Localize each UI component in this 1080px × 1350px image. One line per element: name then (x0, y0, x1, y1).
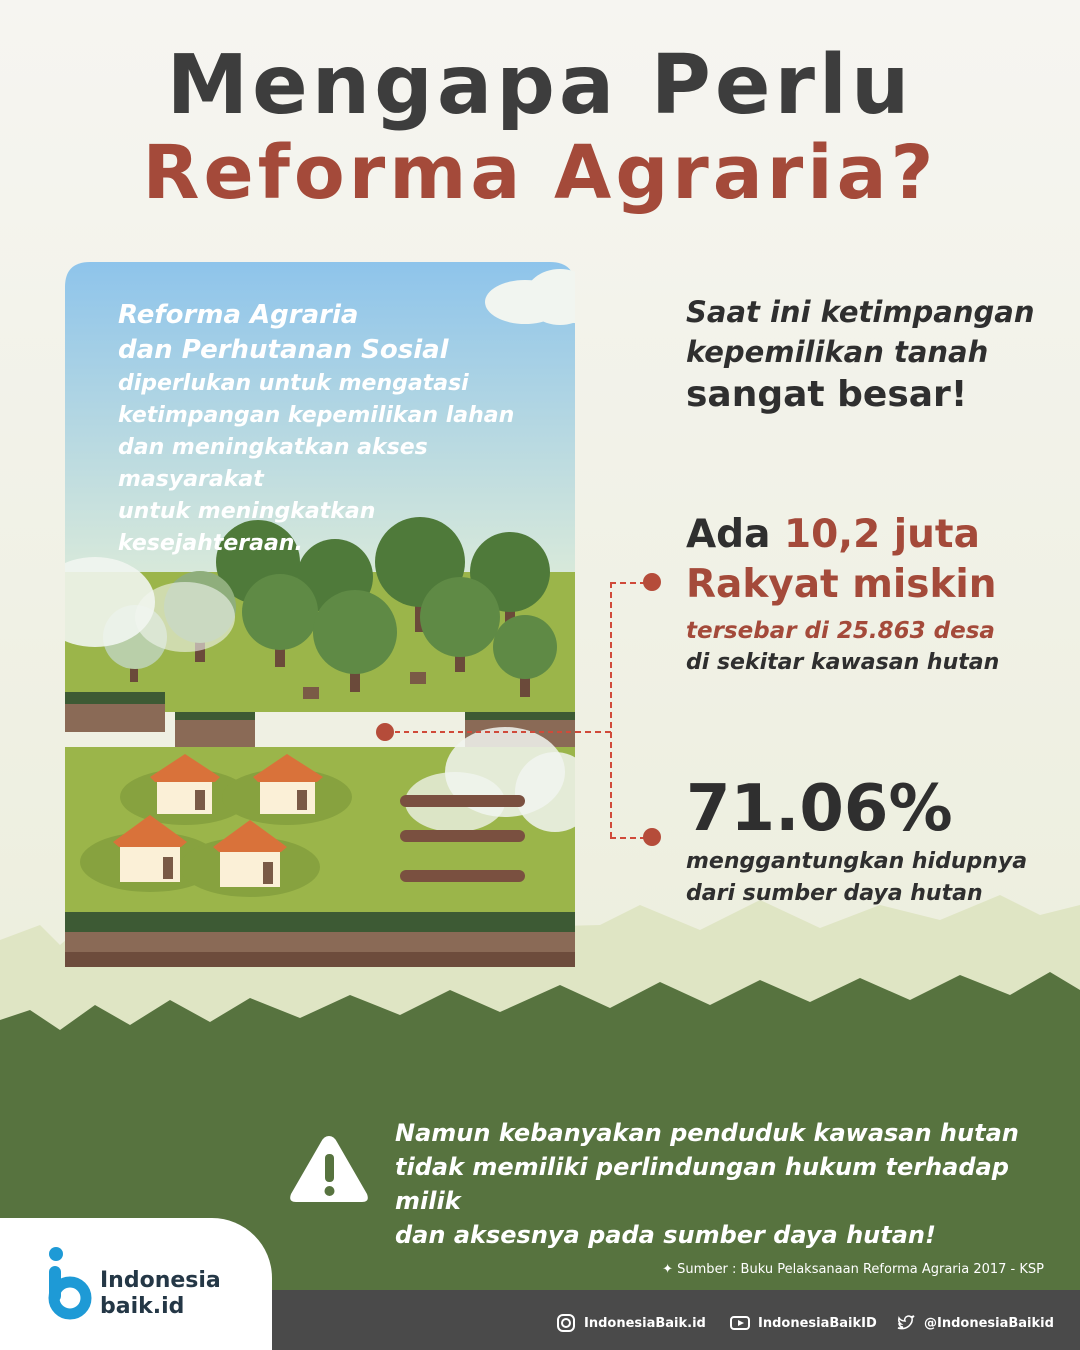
warning-line-3: dan aksesnya pada sumber daya hutan! (395, 1221, 936, 1249)
twitter-icon (896, 1313, 916, 1333)
statement-line-1: Saat ini ketimpangan (686, 295, 1035, 329)
stat2-subtext-1: menggantungkan hidupnya (686, 849, 1028, 874)
stat1-value: 10,2 juta (784, 512, 980, 557)
statement-line-2: kepemilikan tanah (686, 335, 989, 369)
source-credit (662, 1262, 1044, 1277)
social-youtube[interactable] (730, 1313, 877, 1333)
warning-text (395, 1116, 1055, 1252)
youtube-icon (730, 1313, 750, 1333)
stat2-subtext-2: dari sumber daya hutan (686, 881, 983, 906)
intro-line-1: Reforma Agraria (118, 300, 359, 330)
warning-line-1: Namun kebanyakan penduduk kawasan hutan (395, 1119, 1019, 1147)
stat1-prefix: Ada (686, 512, 784, 557)
title-line-2: Reforma Agraria? (142, 130, 938, 216)
intro-line-3: diperlukan untuk mengatasi (118, 371, 469, 396)
stat1-subtext-2: di sekitar kawasan hutan (686, 650, 1000, 675)
source-text: Sumber : Buku Pelaksanaan Reforma Agraria 2017 - KSP (677, 1262, 1044, 1277)
statement-emphasis: sangat besar! (686, 374, 968, 415)
stat1-subtext-1: tersebar di 25.863 desa (686, 618, 995, 644)
warning-icon (288, 1132, 370, 1206)
warning-line-2: tidak memiliki perlindungan hukum terhadap milik (395, 1153, 1009, 1215)
connector-dot-2 (643, 828, 661, 846)
connector-line-vertical (610, 582, 612, 838)
connector-line (575, 731, 611, 733)
logo-text (100, 1268, 221, 1320)
intro-line-4: ketimpangan kepemilikan lahan (118, 403, 515, 428)
instagram-icon (556, 1313, 576, 1333)
stat-poor-people (686, 510, 997, 610)
logo-line-2: baik.id (100, 1294, 185, 1319)
connector-line-bottom (610, 837, 646, 839)
source-pin-icon: ✦ (662, 1262, 678, 1277)
intro-text (118, 298, 558, 560)
statement-text (686, 292, 1035, 372)
youtube-handle: IndonesiaBaikID (758, 1315, 877, 1331)
social-twitter[interactable] (896, 1313, 1054, 1333)
connector-line-top (610, 582, 646, 584)
stat1-label: Rakyat miskin (686, 562, 997, 607)
instagram-handle: IndonesiaBaik.id (584, 1315, 706, 1331)
connector-dot-1 (643, 573, 661, 591)
stat2-subtext (686, 846, 1027, 910)
intro-line-5: dan meningkatkan akses masyarakat (118, 435, 428, 492)
intro-line-2: dan Perhutanan Sosial (118, 335, 449, 365)
title-line-1: Mengapa Perlu (166, 38, 914, 133)
intro-line-6: untuk meningkatkan kesejahteraan. (118, 499, 376, 556)
social-instagram[interactable] (556, 1313, 706, 1333)
twitter-handle: @IndonesiaBaikid (924, 1315, 1054, 1331)
stat-percentage: 71.06% (686, 772, 953, 846)
indonesiabaik-logo-icon (44, 1246, 96, 1322)
logo-line-1: Indonesia (100, 1268, 221, 1293)
